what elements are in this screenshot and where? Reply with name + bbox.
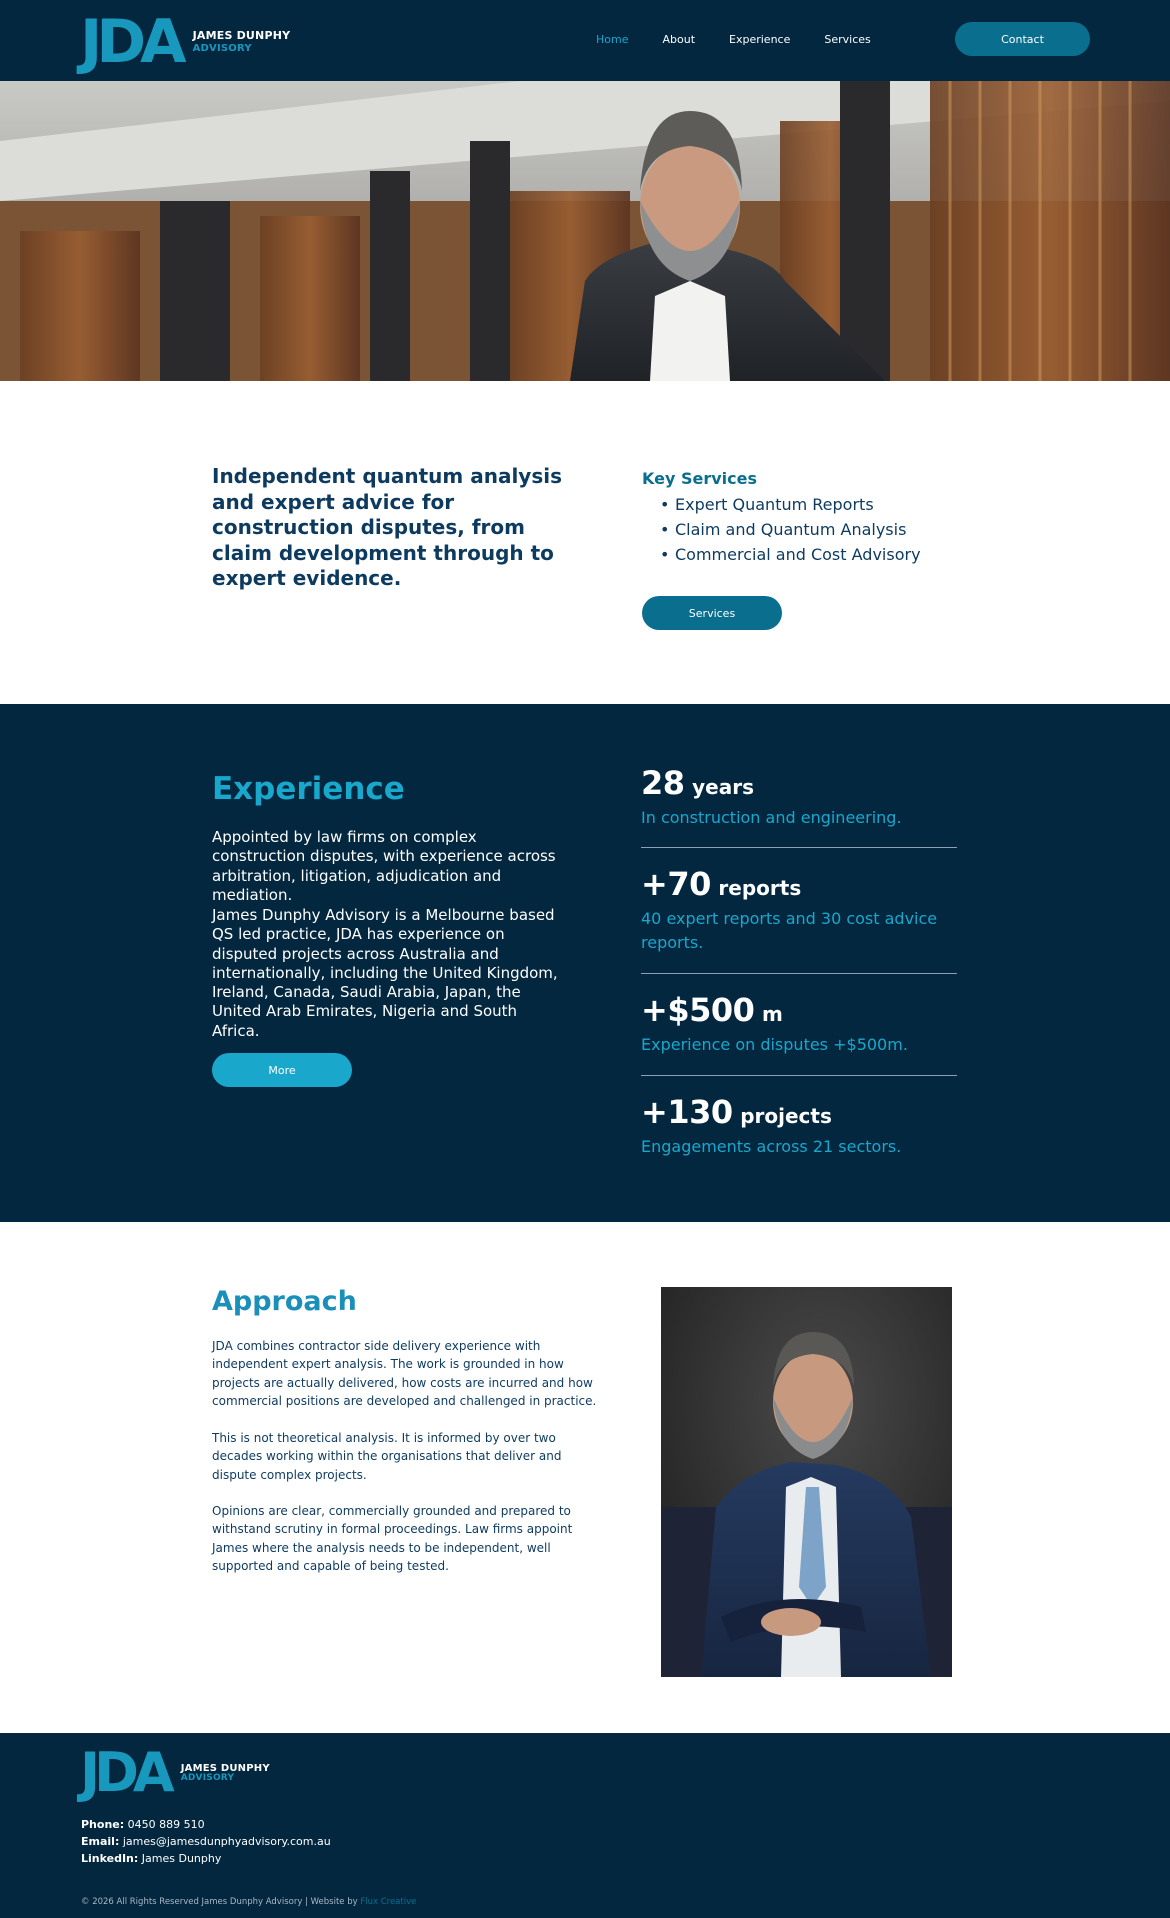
logo-text xyxy=(193,30,291,53)
logo-name: JAMES DUNPHY xyxy=(180,1762,270,1774)
key-service-item: • Expert Quantum Reports xyxy=(660,492,921,517)
experience-paragraph: Appointed by law firms on complex construction disputes, with experience across arbitration, litigation, adjudication and mediation. xyxy=(212,828,556,904)
nav-services[interactable]: Services xyxy=(824,33,871,46)
key-services-title: Key Services xyxy=(642,469,758,488)
experience-paragraph: James Dunphy Advisory is a Melbourne based QS led practice, JDA has experience on disputed projects across Australia and internationally, including the United Kingdom, Ireland, Canada, Saudi Arabia, Japan, the United Arab Emirates, Nigeria and South Africa. xyxy=(212,906,558,1040)
site-header xyxy=(0,0,1170,81)
approach-paragraph: Opinions are clear, commercially grounded and prepared to withstand scrutiny in formal proceedings. Law firms appoint James where the analysis needs to be independent, well supported and capable of being tested. xyxy=(212,1504,573,1573)
stat-value: 28 xyxy=(641,764,685,802)
contact-button[interactable]: Contact xyxy=(955,22,1090,56)
logo-sub: ADVISORY xyxy=(192,42,252,54)
logo-name: JAMES DUNPHY xyxy=(192,29,291,43)
stat-unit: projects xyxy=(740,1104,832,1128)
nav-home[interactable]: Home xyxy=(596,33,629,46)
copyright-text: © 2026 All Rights Reserved James Dunphy Advisory | Website by xyxy=(81,1897,358,1907)
key-service-item: • Commercial and Cost Advisory xyxy=(660,542,921,567)
stat-description: Experience on disputes +$500m. xyxy=(641,1035,908,1054)
stat-unit: m xyxy=(761,1002,783,1026)
credit-link[interactable]: Flux Creative xyxy=(360,1897,417,1907)
approach-paragraph: This is not theoretical analysis. It is informed by over two decades working within the organisations that deliver and dispute complex projects. xyxy=(212,1431,562,1482)
experience-title: Experience xyxy=(212,771,405,807)
email-label: Email: xyxy=(81,1835,120,1848)
services-button[interactable]: Services xyxy=(642,596,782,630)
stat-description: In construction and engineering. xyxy=(641,808,902,827)
stat-value: +130 xyxy=(641,1093,733,1131)
stat-unit: reports xyxy=(718,876,802,900)
portrait-image xyxy=(661,1287,952,1677)
approach-title: Approach xyxy=(212,1286,357,1317)
stat-divider xyxy=(641,973,957,974)
hero-photo xyxy=(0,81,1170,381)
nav-experience[interactable]: Experience xyxy=(729,33,791,46)
logo-sub: ADVISORY xyxy=(180,1772,235,1783)
intro-lead: Independent quantum analysis and expert advice for construction disputes, from claim development through to expert evidence. xyxy=(212,464,562,590)
stat-projects xyxy=(641,1093,957,1159)
site-footer xyxy=(0,1733,1170,1918)
logo-mark: JDA xyxy=(80,7,181,77)
stat-reports xyxy=(641,865,957,955)
phone-label: Phone: xyxy=(81,1818,125,1831)
more-button[interactable]: More xyxy=(212,1053,352,1087)
portrait-photo xyxy=(661,1287,952,1677)
experience-section xyxy=(0,704,1170,1222)
copyright xyxy=(81,1897,416,1907)
main-nav xyxy=(596,33,905,46)
footer-phone xyxy=(81,1818,205,1831)
footer-logo[interactable] xyxy=(80,1741,270,1804)
approach-paragraph: JDA combines contractor side delivery experience with independent expert analysis. The work is grounded in how projects are actually delivered, how costs are incurred and how commercial positions are developed and challenged in practice. xyxy=(212,1339,597,1408)
stat-divider xyxy=(641,847,957,848)
stat-disputes xyxy=(641,991,957,1057)
footer-linkedin xyxy=(81,1852,221,1865)
nav-about[interactable]: About xyxy=(662,33,696,46)
key-services-list xyxy=(660,492,921,567)
linkedin-label: LinkedIn: xyxy=(81,1852,139,1865)
phone-value[interactable]: 0450 889 510 xyxy=(127,1818,205,1831)
stat-divider xyxy=(641,1075,957,1076)
logo-mark: JDA xyxy=(80,1741,169,1804)
stat-unit: years xyxy=(692,775,754,799)
stat-description: Engagements across 21 sectors. xyxy=(641,1137,902,1156)
logo-text xyxy=(181,1763,270,1784)
footer-email xyxy=(81,1835,331,1848)
hero-image xyxy=(0,81,1170,381)
stat-years xyxy=(641,764,957,830)
key-service-item: • Claim and Quantum Analysis xyxy=(660,517,921,542)
stat-value: +$500 xyxy=(641,991,755,1029)
linkedin-link[interactable]: James Dunphy xyxy=(141,1852,222,1865)
logo[interactable] xyxy=(80,7,291,77)
stat-value: +70 xyxy=(641,865,711,903)
stat-description: 40 expert reports and 30 cost advice reports. xyxy=(641,909,938,952)
email-value[interactable]: james@jamesdunphyadvisory.com.au xyxy=(122,1835,331,1848)
